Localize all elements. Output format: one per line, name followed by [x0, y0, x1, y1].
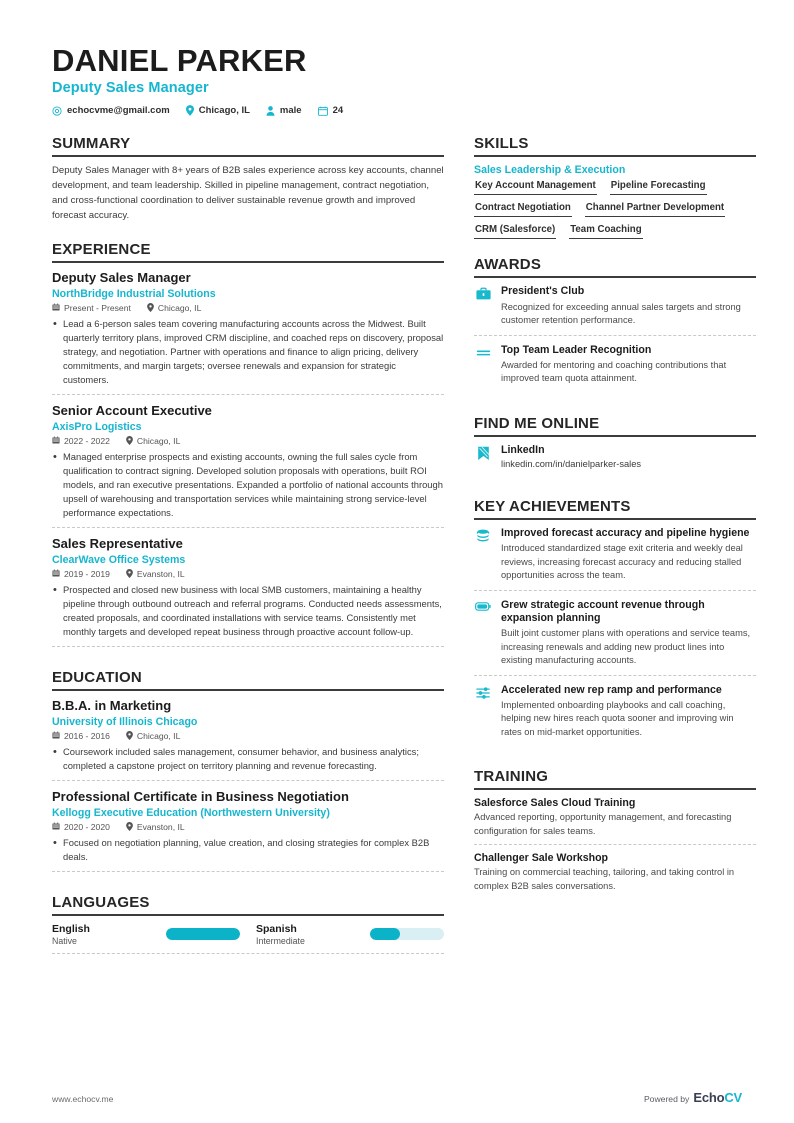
spacer: [52, 880, 444, 894]
contact-age-value: 24: [332, 105, 344, 117]
footer-url[interactable]: www.echocv.me: [52, 1094, 114, 1104]
language-level: Intermediate: [256, 935, 305, 946]
entry-location-value: Evanston, IL: [136, 569, 185, 580]
section-title-key-achievements: KEY ACHIEVEMENTS: [474, 498, 631, 516]
section-title-find-me-online: FIND ME ONLINE: [474, 414, 600, 432]
page-footer: [52, 1090, 742, 1105]
award-body: [501, 344, 756, 386]
entry-organization: NorthBridge Industrial Solutions: [52, 287, 216, 300]
spacer: [474, 754, 756, 768]
section-title-training: TRAINING: [474, 768, 549, 786]
experience-entry: [52, 403, 444, 528]
entry-location-value: Chicago, IL: [136, 436, 181, 447]
brand-prefix: Echo: [693, 1090, 725, 1105]
person-icon: [266, 106, 275, 116]
right-column: [474, 135, 756, 906]
entry-organization: ClearWave Office Systems: [52, 553, 186, 566]
spacer: [52, 227, 444, 241]
skill-tag: Team Coaching: [569, 222, 642, 239]
online-profile-url[interactable]: linkedin.com/in/danielparker-sales: [501, 459, 642, 470]
bullet: • Coursework included sales management, consumer behavior, and business analytics; completed a capstone project on territory planning and revenue forecasting.: [52, 745, 444, 773]
section-rule: [474, 788, 756, 790]
contact-gender-value: male: [279, 105, 302, 117]
entry-organization: AxisPro Logistics: [52, 420, 142, 433]
entry-bullets: [52, 583, 444, 639]
location-pin-icon: [126, 822, 133, 833]
achievement-body: [501, 684, 756, 740]
contact-gender: [266, 105, 302, 116]
entry-dates-value: Present - Present: [64, 303, 131, 313]
bullet: • Focused on negotiation planning, value creation, and closing strategies for complex B2B deals.: [52, 836, 444, 864]
education-entry: [52, 789, 444, 872]
achievement-title: Accelerated new rep ramp and performance: [501, 683, 722, 696]
section-rule: [52, 261, 444, 263]
entry-meta: [52, 436, 444, 447]
online-profile-body: [501, 444, 756, 469]
language-item: [52, 923, 240, 946]
award-title: Top Team Leader Recognition: [501, 343, 652, 356]
language-proficiency-fill: [166, 928, 240, 940]
section-experience: [52, 241, 444, 647]
entry-bullets: [52, 836, 444, 864]
location-pin-icon: [126, 731, 133, 742]
section-rule: [52, 689, 444, 691]
entry-bullets: [52, 745, 444, 773]
section-rule: [52, 914, 444, 916]
section-awards: [474, 256, 756, 392]
sliders-icon: [474, 684, 492, 740]
summary-text: Deputy Sales Manager with 8+ years of B2B sales experience across key accounts, channel development, and team leadership. Skilled in pipeline management, contract negotiation, and cross-functional coordination to deliver sustainable revenue growth and improved forecast accuracy.: [52, 165, 444, 222]
entry-role: Deputy Sales Manager: [52, 269, 191, 285]
entry-role: Sales Representative: [52, 536, 183, 552]
experience-entry: [52, 536, 444, 647]
bookmark-icon: [474, 444, 492, 469]
entry-dates-value: 2022 - 2022: [64, 436, 110, 447]
section-summary: [52, 135, 444, 223]
skill-tag: Pipeline Forecasting: [610, 178, 707, 195]
calendar-icon: [52, 569, 60, 579]
award-item: [474, 344, 756, 393]
spacer: [474, 401, 756, 415]
section-rule: [474, 435, 756, 437]
bullet: • Lead a 6-person sales team covering manufacturing accounts across the Midwest. Built quarterly territory plans, improved CRM discipline, and coached reps on discovery, proposal strategy, and negotiation. Partner with operations and finance to align pricing, delivery commitments, and margin targets; oversee renewals and expansion for strategic customers.: [52, 317, 444, 388]
entry-dates: [52, 303, 131, 313]
entry-meta: [52, 822, 444, 833]
contact-email-value: echocvme@gmail.com: [67, 105, 170, 117]
section-key-achievements: [474, 498, 756, 746]
language-item: [256, 923, 444, 946]
language-name: English: [52, 922, 90, 935]
lines-icon: [474, 344, 492, 386]
entry-meta: [52, 731, 444, 742]
location-pin-icon: [147, 303, 154, 314]
languages-grid: [52, 923, 444, 954]
entry-institution: University of Illinois Chicago: [52, 715, 198, 728]
entry-location-value: Evanston, IL: [136, 822, 185, 833]
training-title: Salesforce Sales Cloud Training: [474, 797, 636, 810]
location-pin-icon: [126, 436, 133, 447]
achievement-description: Built joint customer plans with operations and service teams, increasing renewals and adding new product lines into existing manufacturing accounts.: [501, 628, 751, 666]
achievement-body: [501, 527, 756, 583]
skill-tag: Channel Partner Development: [585, 200, 725, 217]
resume-header: [52, 44, 742, 116]
section-find-me-online: [474, 415, 756, 476]
entry-dates: [52, 436, 110, 446]
achievement-description: Implemented onboarding playbooks and call coaching, helping new hires reach quota sooner and improving win rates on mid-market opportunities.: [501, 699, 734, 737]
language-proficiency-fill: [370, 928, 400, 940]
skill-category: Sales Leadership & Execution: [474, 164, 626, 177]
section-rule: [52, 155, 444, 157]
calendar-icon: [52, 303, 60, 313]
training-item: [474, 797, 756, 845]
page-title: DANIEL PARKER: [52, 43, 307, 78]
achievement-body: [501, 599, 756, 668]
achievement-item: [474, 599, 756, 676]
section-languages: [52, 894, 444, 954]
skill-tag-list: [474, 178, 756, 239]
entry-location-value: Chicago, IL: [136, 731, 181, 742]
entry-meta: [52, 303, 444, 314]
entry-role: Senior Account Executive: [52, 403, 212, 419]
brand-logo: [693, 1090, 742, 1105]
calendar-icon: [318, 106, 328, 116]
entry-location-value: Chicago, IL: [157, 303, 202, 313]
language-proficiency-bar: [166, 928, 240, 940]
entry-dates: [52, 569, 110, 579]
skill-tag: CRM (Salesforce): [474, 222, 556, 239]
entry-dates-value: 2019 - 2019: [64, 569, 110, 580]
section-title-awards: AWARDS: [474, 256, 542, 274]
award-item: [474, 285, 756, 335]
online-profile-name: LinkedIn: [501, 443, 545, 456]
entry-dates-value: 2020 - 2020: [64, 822, 110, 833]
contact-location-value: Chicago, IL: [198, 105, 250, 117]
contact-age: [318, 105, 344, 116]
achievement-title: Grew strategic account revenue through expansion planning: [501, 598, 705, 624]
language-proficiency-bar: [370, 928, 444, 940]
calendar-icon: [52, 436, 60, 446]
battery-icon: [474, 599, 492, 668]
section-title-education: EDUCATION: [52, 669, 142, 687]
language-names: [256, 923, 305, 946]
achievement-item: [474, 684, 756, 747]
entry-location: [147, 303, 201, 314]
contact-row: [52, 105, 742, 116]
section-skills: [474, 135, 756, 239]
experience-entry: [52, 270, 444, 395]
powered-by-label: Powered by: [643, 1094, 690, 1104]
section-title-summary: SUMMARY: [52, 135, 131, 153]
entry-degree: Professional Certificate in Business Negotiation: [52, 789, 349, 805]
left-column: [52, 135, 444, 956]
entry-bullets: [52, 450, 444, 521]
calendar-icon: [52, 822, 60, 832]
entry-location: [126, 731, 180, 742]
bullet: • Managed enterprise prospects and existing accounts, owning the full sales cycle from qualification to contract signing. Developed solution proposals with operations, built ROI models, and ran executive presentations. Expanded a portfolio of national accounts through upsell of warehousing and transportation services while maintaining strong service-level performance expectations.: [52, 450, 444, 521]
entry-location: [126, 822, 185, 833]
section-title-experience: EXPERIENCE: [52, 240, 151, 258]
job-title: Deputy Sales Manager: [52, 80, 209, 97]
online-profile-item[interactable]: [474, 444, 756, 476]
database-icon: [474, 527, 492, 583]
training-title: Challenger Sale Workshop: [474, 852, 609, 865]
award-description: Recognized for exceeding annual sales targets and strong customer retention performance.: [501, 301, 741, 326]
achievement-title: Improved forecast accuracy and pipeline hygiene: [501, 527, 750, 540]
footer-branding: [644, 1090, 742, 1105]
location-pin-icon: [126, 569, 133, 580]
award-description: Awarded for mentoring and coaching contributions that improved team quota attainment.: [501, 359, 727, 384]
entry-location: [126, 569, 185, 580]
entry-degree: B.B.A. in Marketing: [52, 698, 172, 714]
language-name: Spanish: [256, 922, 297, 935]
entry-dates: [52, 822, 110, 832]
achievement-description: Introduced standardized stage exit criteria and weekly deal reviews, increasing forecast accuracy and reducing stalled opportunities across the team.: [501, 543, 743, 581]
contact-email: [52, 105, 170, 116]
entry-dates-value: 2016 - 2016: [64, 731, 110, 742]
section-title-skills: SKILLS: [474, 135, 529, 153]
training-description: Training on commercial teaching, tailoring, and taking control in complex B2B sales conversations.: [474, 867, 735, 891]
skill-tag: Contract Negotiation: [474, 200, 572, 217]
spacer: [474, 484, 756, 498]
calendar-icon: [52, 731, 60, 741]
training-description: Advanced reporting, opportunity management, and forecasting configuration for sales teams.: [474, 812, 732, 836]
section-training: [474, 768, 756, 899]
bullet: • Prospected and closed new business with local SMB customers, maintaining a healthy pipeline through outbound outreach and referral programs. Conducted needs assessments, created proposals, and coordinated installations with service teams. Consistently met monthly targets and developed repeat business through proactive account follow-up.: [52, 583, 444, 639]
section-rule: [474, 155, 756, 157]
spacer: [52, 655, 444, 669]
award-body: [501, 285, 756, 327]
award-title: President's Club: [501, 285, 585, 298]
at-email-icon: [52, 106, 62, 116]
briefcase-icon: [474, 285, 492, 327]
brand-suffix: CV: [724, 1090, 742, 1105]
section-education: [52, 669, 444, 872]
education-entry: [52, 698, 444, 781]
achievement-item: [474, 527, 756, 591]
entry-meta: [52, 569, 444, 580]
entry-institution: Kellogg Executive Education (Northwestern University): [52, 806, 330, 819]
contact-location: [186, 105, 250, 116]
section-rule: [474, 518, 756, 520]
skill-tag: Key Account Management: [474, 178, 597, 195]
section-rule: [474, 276, 756, 278]
entry-dates: [52, 731, 110, 741]
spacer: [474, 242, 756, 256]
language-names: [52, 923, 90, 946]
resume-body: [52, 135, 751, 956]
entry-bullets: [52, 317, 444, 388]
entry-location: [126, 436, 180, 447]
language-level: Native: [52, 935, 77, 946]
location-pin-icon: [186, 105, 194, 116]
training-item: [474, 852, 756, 899]
section-title-languages: LANGUAGES: [52, 893, 150, 911]
